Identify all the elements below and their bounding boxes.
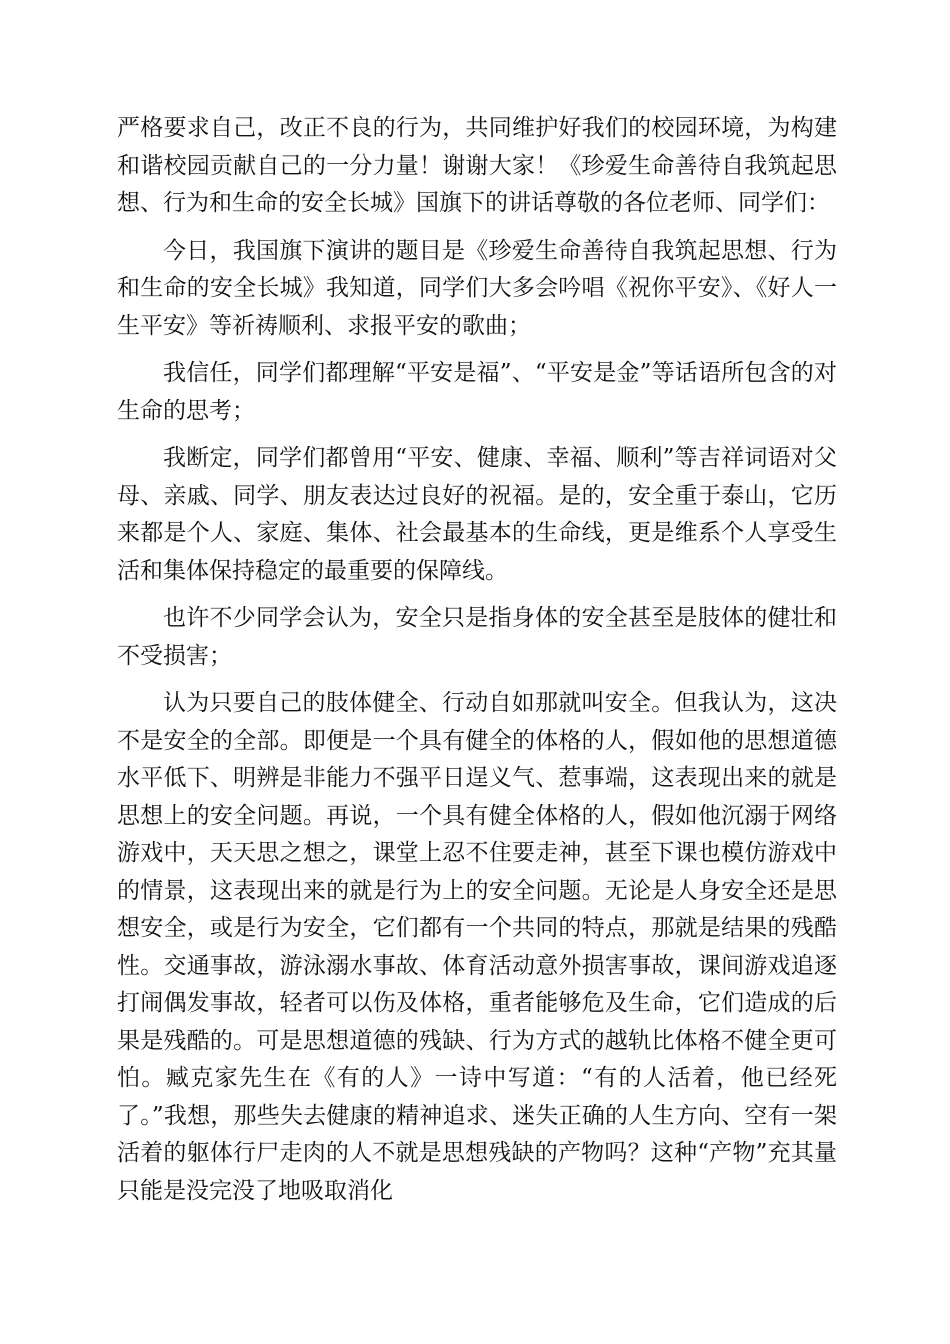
paragraph-trust: 我信任，同学们都理解“平安是福”、“平安是金”等话语所包含的对生命的思考；	[117, 360, 837, 424]
paragraph-safety-discussion: 认为只要自己的肢体健全、行动自如那就叫安全。但我认为，这决不是安全的全部。即便是一个具有健全的体格的人，假如他的思想道德水平低下、明辨是非能力不强平日逞义气、惹事端，这表现出来的就是思想上的安全问题。再说，一个具有健全体格的人，假如他沉溺于网络游戏中，天天思之想之，课堂上忍不住要走神，甚至下课也模仿游戏中的情景，这表现出来的就是行为上的安全问题。无论是人身安全还是思想安全，或是行为安全，它们都有一个共同的特点，那就是结果的残酷性。交通事故，游泳溺水事故、体育活动意外损害事故，课间游戏追逐打闹偶发事故，轻者可以伤及体格，重者能够危及生命，它们造成的后果是残酷的。可是思想道德的残缺、行为方式的越轨比体格不健全更可怕。臧克家先生在《有的人》一诗中写道：“有的人活着，他已经死了。”我想，那些失去健康的精神追求、迷失正确的人生方向、空有一架活着的躯体行尸走肉的人不就是思想残缺的产物吗？这种“产物”充其量只能是没完没了地吸取消化	[117, 690, 837, 1204]
paragraph-body-safety: 也许不少同学会认为，安全只是指身体的安全甚至是肢体的健壮和不受损害；	[117, 605, 837, 669]
paragraph-blessing: 我断定，同学们都曾用“平安、健康、幸福、顺利”等吉祥词语对父母、亲戚、同学、朋友表达过良好的祝福。是的，安全重于泰山，它历来都是个人、家庭、集体、社会最基本的生命线，更是维系个人享受生活和集体保持稳定的最重要的保障线。	[117, 445, 837, 584]
paragraph-continuation: 严格要求自己，改正不良的行为，共同维护好我们的校园环境，为构建和谐校园贡献自己的一分力量！谢谢大家！《珍爱生命善待自我筑起思想、行为和生命的安全长城》国旗下的讲话尊敬的各位老师、同学们：	[117, 115, 837, 216]
document-body	[117, 110, 837, 1220]
paragraph-speech-topic: 今日，我国旗下演讲的题目是《珍爱生命善待自我筑起思想、行为和生命的安全长城》我知道，同学们大多会吟唱《祝你平安》、《好人一生平安》等祈祷顺利、求报平安的歌曲；	[117, 237, 837, 339]
